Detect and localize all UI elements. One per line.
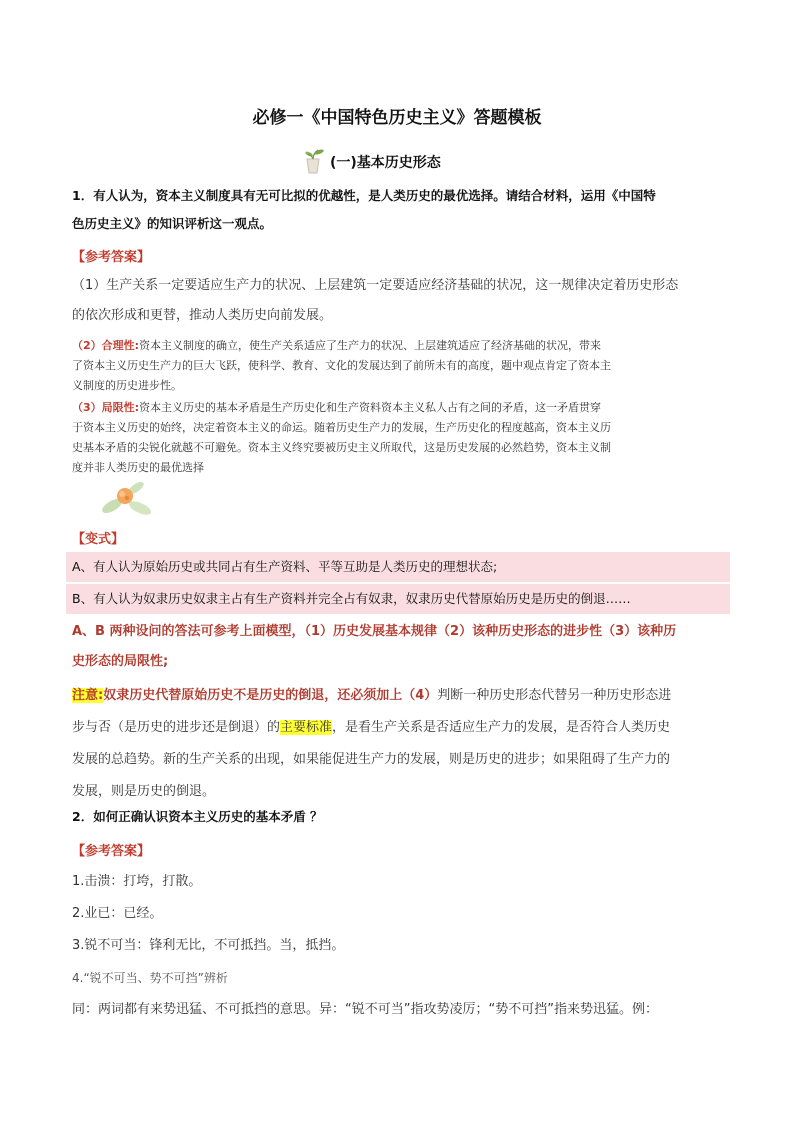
text-line: 度并非人类历史的最优选择 — [72, 461, 204, 474]
plant-pot-icon — [298, 149, 328, 175]
answer-1-para-3 — [72, 398, 727, 478]
reasonableness-label: （2）合理性: — [72, 339, 140, 352]
note-label: 注意: — [72, 688, 104, 703]
question-2: 2．如何正确认识资本主义历史的基本矛盾 ？ — [72, 809, 323, 824]
variant-b: B、有人认为奴隶历史奴隶主占有生产资料并完全占有奴隶，奴隶历史代替原始历史是历史的倒退…… — [66, 584, 730, 614]
note-paragraph — [72, 680, 727, 808]
limitation-label: （3）局限性: — [72, 401, 140, 414]
variant-label: 【变式】 — [72, 532, 125, 547]
flower-decoration-icon — [98, 476, 154, 522]
text-line — [72, 712, 727, 744]
section-heading-text: (一)基本历史形态 — [330, 155, 441, 171]
answer-2 — [72, 866, 727, 1026]
text-span: 判断一种历史形态代替另一种历史形态进 — [437, 688, 672, 703]
text-line: 的依次形成和更替，推动人类历史向前发展。 — [72, 308, 333, 323]
text-span: 资本主义历史的基本矛盾是生产历史化和生产资料资本主义私人占有之间的矛盾，这一矛盾贯穿 — [139, 401, 602, 414]
text-line: 同：两词都有来势迅猛、不可抵挡的意思。异：“锐不可当”指攻势凌厉；“势不可挡”指来势迅猛。例： — [72, 1002, 658, 1017]
note-emphasis: 奴隶历史代替原始历史不是历史的倒退，还必须加上（4） — [103, 688, 438, 703]
text-line: 义制度的历史进步性。 — [72, 379, 182, 392]
section-heading — [298, 148, 441, 176]
text-line: 发展，则是历史的倒退。 — [72, 784, 216, 799]
text-span: 步与否（是历史的进步还是倒退）的 — [72, 720, 281, 735]
answer-label-2: 【参考答案】 — [72, 844, 151, 859]
text-line: 3.锐不可当：锋利无比，不可抵挡。当，抵挡。 — [72, 938, 345, 953]
text-line: 于资本主义历史的始终，决定着资本主义的命运。随着历史生产力的发展，生产历史化的程度越高，资本主义历 — [72, 421, 611, 434]
text-line: （1）生产关系一定要适应生产力的状况、上层建筑一定要适应经济基础的状况，这一规律决定着历史形态 — [72, 278, 679, 293]
question-1 — [72, 182, 727, 238]
text-line: 发展的总趋势。新的生产关系的出现，如果能促进生产力的发展，则是历史的进步；如果阻碍了生产力的 — [72, 752, 671, 767]
main-standard-highlight: 主要标准 — [280, 720, 333, 735]
text-line — [72, 680, 727, 712]
text-span: 资本主义制度的确立，使生产关系适应了生产力的状况、上层建筑适应了经济基础的状况，带来 — [139, 339, 602, 352]
variant-answer — [72, 617, 727, 677]
question-1-line: 1．有人认为，资本主义制度具有无可比拟的优越性，是人类历史的最优选择。请结合材料，运用《中国特 — [72, 188, 656, 203]
text-line — [72, 398, 727, 418]
text-line: 史形态的局限性; — [72, 654, 169, 669]
question-1-line: 色历史主义》的知识评析这一观点。 — [72, 216, 273, 231]
text-line: 4.“锐不可当、势不可挡”辨析 — [72, 971, 228, 985]
answer-1-para-1 — [72, 270, 727, 332]
text-line: 了资本主义历史生产力的巨大飞跃，使科学、教育、文化的发展达到了前所未有的高度，题中观点肯定了资本主 — [72, 359, 611, 372]
text-span: ，是看生产关系是否适应生产力的发展，是否符合人类历史 — [332, 720, 671, 735]
variant-a: A、有人认为原始历史或共同占有生产资料、平等互助是人类历史的理想状态; — [66, 552, 730, 582]
text-line — [72, 336, 727, 356]
page-title: 必修一《中国特色历史主义》答题模板 — [252, 108, 542, 128]
text-line: 1.击溃：打垮，打散。 — [72, 874, 202, 889]
text-line: 史基本矛盾的尖锐化就越不可避免。资本主义终究要被历史主义所取代，这是历史发展的必然趋势，资本主义制 — [72, 441, 611, 454]
text-line: 2.业已：已经。 — [72, 906, 163, 921]
text-line: A、B 两种设问的答法可参考上面模型，（1）历史发展基本规律（2）该种历史形态的进步性（3）该种历 — [72, 624, 677, 639]
answer-label: 【参考答案】 — [72, 250, 151, 265]
answer-1-para-2 — [72, 336, 727, 396]
